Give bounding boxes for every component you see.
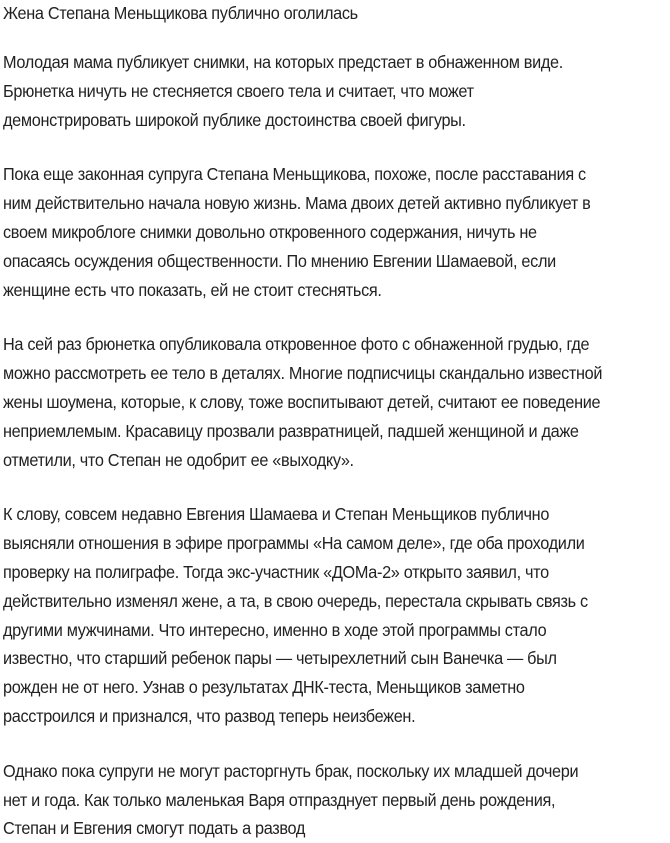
paragraph-line: ним действительно начала новую жизнь. Мама двоих детей активно публикует в — [3, 193, 591, 214]
paragraph-line: женщине есть что показать, ей не стоит стесняться. — [3, 279, 382, 300]
article-paragraph-2 — [3, 160, 663, 304]
paragraph-line: демонстрировать широкой публике достоинства своей фигуры. — [3, 109, 466, 130]
paragraph-line: К слову, совсем недавно Евгения Шамаева и Степан Меньщиков публично — [3, 504, 550, 525]
paragraph-line: рожден не от него. Узнав о результатах ДНК-теста, Меньщиков заметно — [3, 677, 525, 698]
article-paragraph-3 — [3, 330, 663, 474]
paragraph-line: Брюнетка ничуть не стесняется своего тела и считает, что может — [3, 80, 474, 101]
article-paragraph-5 — [3, 757, 663, 843]
paragraph-line: На сей раз брюнетка опубликовала откровенное фото с обнаженной грудью, где — [3, 334, 590, 355]
paragraph-line: отметили, что Степан не одобрит ее «выходку». — [3, 449, 354, 470]
paragraph-line: Молодая мама публикует снимки, на которых предстает в обнаженном виде. — [3, 52, 563, 72]
article-paragraph-1 — [3, 48, 663, 134]
paragraph-line: действительно изменял жене, а та, в свою очередь, перестала скрывать связь с — [3, 590, 588, 611]
paragraph-line: нет и года. Как только маленькая Варя отпразднует первый день рождения, — [3, 789, 556, 810]
paragraph-line: Степан и Евгения смогут подать а развод — [3, 818, 306, 839]
paragraph-line: опасаясь осуждения общественности. По мнению Евгении Шамаевой, если — [3, 250, 556, 271]
article-title: Жена Степана Меньщикова публично оголилась — [3, 3, 358, 23]
paragraph-line: Пока еще законная супруга Степана Меньщикова, похоже, после расставания с — [3, 164, 586, 185]
paragraph-line: неприемлемым. Красавицу прозвали развратницей, падшей женщиной и даже — [3, 420, 579, 441]
paragraph-line: своем микроблоге снимки довольно откровенного содержания, ничуть не — [3, 221, 537, 242]
article-paragraph-4 — [3, 500, 663, 730]
paragraph-line: выясняли отношения в эфире программы «На самом деле», где оба проходили — [3, 533, 585, 554]
paragraph-line: Однако пока супруги не могут расторгнуть брак, поскольку их младшей дочери — [3, 760, 579, 781]
paragraph-line: известно, что старший ребенок пары — четырехлетний сын Ванечка — был — [3, 648, 557, 669]
paragraph-line: другими мужчинами. Что интересно, именно в ходе этой программы стало — [3, 619, 547, 640]
paragraph-line: расстроился и признался, что развод теперь неизбежен. — [3, 705, 416, 726]
paragraph-line: можно рассмотреть ее тело в деталях. Многие подписчицы скандально известной — [3, 363, 603, 384]
paragraph-line: проверку на полиграфе. Тогда экс-участник «ДОМа-2» открыто заявил, что — [3, 561, 549, 582]
paragraph-line: жены шоумена, которые, к слову, тоже воспитывают детей, считают ее поведение — [3, 391, 601, 412]
